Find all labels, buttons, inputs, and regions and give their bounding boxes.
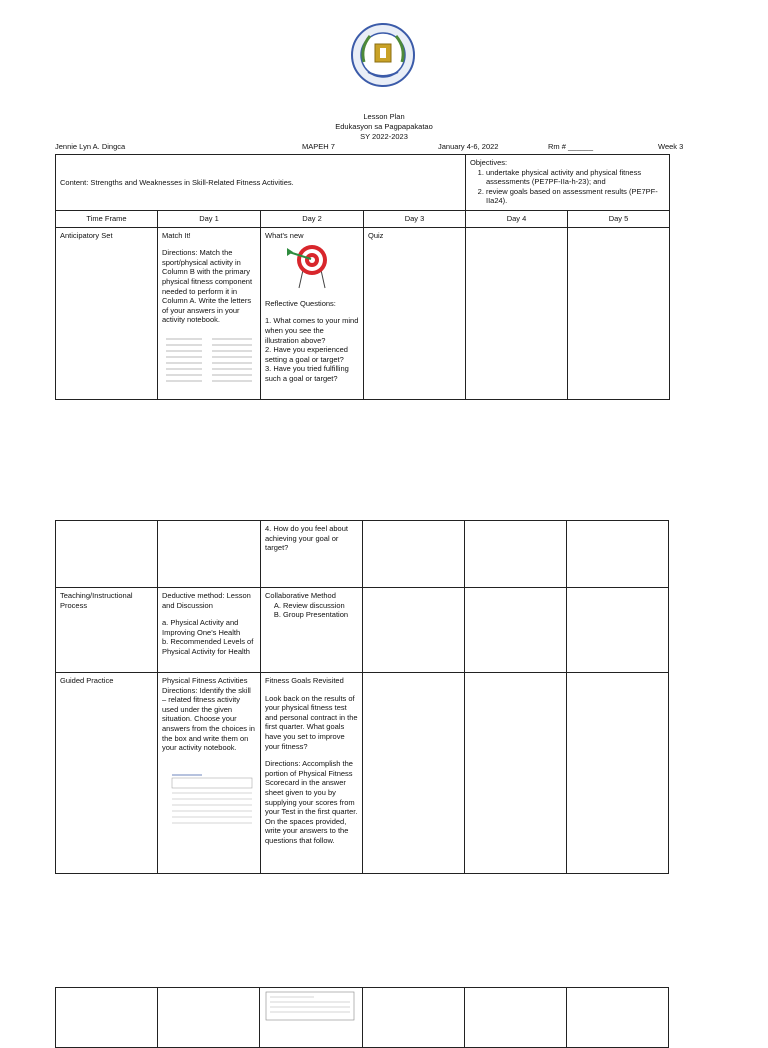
page3-day2 xyxy=(260,988,363,1048)
col-header-day1: Day 1 xyxy=(158,211,261,228)
content-text: Content: Strengths and Weaknesses in Skill-Related Fitness Activities. xyxy=(60,177,294,187)
teaching-day1 xyxy=(158,588,261,673)
objectives-list xyxy=(470,168,665,206)
lesson-plan-table-1 xyxy=(55,154,670,400)
continued-day4 xyxy=(465,521,567,588)
guided-day3 xyxy=(363,673,465,874)
guided-day2 xyxy=(261,673,363,874)
reflective-label: Reflective Questions: xyxy=(265,298,336,308)
school-year: SY 2022-2023 xyxy=(360,132,408,141)
continued-day1 xyxy=(158,521,261,588)
page3-label xyxy=(56,988,158,1048)
page3-day3 xyxy=(363,988,465,1048)
teacher-name: Jennie Lyn A. Dingca xyxy=(55,142,126,151)
collab-method-title: Collaborative Method xyxy=(265,591,336,600)
target-icon xyxy=(265,240,359,290)
anticipatory-day4 xyxy=(466,227,568,399)
objectives-cell xyxy=(466,155,670,211)
guided-day1 xyxy=(158,673,261,874)
teaching-day5 xyxy=(567,588,669,673)
teaching-day3 xyxy=(363,588,465,673)
teaching-topic-b: b. Recommended Levels of Physical Activity for Health xyxy=(162,637,254,656)
continued-day5 xyxy=(567,521,669,588)
reflective-questions: 1. What comes to your mind when you see the illustration above? 2. Have you experienced setting a goal or target? 3. Have you tried fulfilling such a goal or target? xyxy=(265,316,359,383)
lesson-plan-table-3 xyxy=(55,987,669,1048)
goals-revisited-p1: Look back on the results of your physical fitness test and personal contract in the first quarter. What goals have you set to improve your fitness? xyxy=(265,693,358,751)
page3-day5 xyxy=(567,988,669,1048)
teaching-topic-a: a. Physical Activity and Improving One's Health xyxy=(162,618,241,637)
goals-revisited-title: Fitness Goals Revisited xyxy=(265,676,344,685)
match-directions: Directions: Match the sport/physical activity in Column B with the primary physical fitness component needed to perform it in Column A. Write the letters of your answers in your activity notebook. xyxy=(162,248,253,325)
matching-worksheet-image xyxy=(162,331,256,389)
col-header-day5: Day 5 xyxy=(568,211,670,228)
lesson-date: January 4-6, 2022 xyxy=(438,142,499,151)
subject-name: Edukasyon sa Pagpapakatao xyxy=(335,122,433,131)
continued-day2: 4. How do you feel about achieving your goal or target? xyxy=(261,521,363,588)
content-cell xyxy=(56,155,466,211)
school-logo xyxy=(350,22,416,88)
collab-item: A. Review discussion xyxy=(283,601,358,611)
goals-revisited-p2: Directions: Accomplish the portion of Physical Fitness Scorecard in the answer sheet given to you by supplying your scores from your Test in the first quarter. On the spaces provided, write your answers to the questions that follow. xyxy=(265,759,358,845)
lesson-plan-table-2 xyxy=(55,520,669,874)
continued-label xyxy=(56,521,158,588)
objective-item: 2. review goals based on assessment results (PE7PF-IIa24). xyxy=(486,187,665,206)
match-title: Match It! xyxy=(162,230,191,240)
teaching-day4 xyxy=(465,588,567,673)
anticipatory-day1 xyxy=(158,227,261,399)
fitness-worksheet-image xyxy=(162,773,256,829)
subject-code: MAPEH 7 xyxy=(302,142,335,151)
anticipatory-day2 xyxy=(261,227,364,399)
col-header-day3: Day 3 xyxy=(364,211,466,228)
page3-day4 xyxy=(465,988,567,1048)
collab-item: B. Group Presentation xyxy=(283,610,358,620)
col-header-day4: Day 4 xyxy=(466,211,568,228)
guided-day4 xyxy=(465,673,567,874)
guided-day5 xyxy=(567,673,669,874)
anticipatory-day3: Quiz xyxy=(364,227,466,399)
guided-directions: Directions: Identify the skill – related fitness activity used under the given situation. Choose your answers from the choices in the box and write them on your activity notebook. xyxy=(162,685,255,753)
row-label-guided: Guided Practice xyxy=(56,673,158,874)
guided-activity-title: Physical Fitness Activities xyxy=(162,676,248,685)
room-number: Rm # ______ xyxy=(548,142,594,151)
doc-title: Lesson Plan xyxy=(363,112,405,121)
page3-day1 xyxy=(158,988,260,1048)
teaching-method-title: Deductive method: Lesson and Discussion xyxy=(162,591,251,610)
row-label-anticipatory: Anticipatory Set xyxy=(56,227,158,399)
teaching-day2 xyxy=(261,588,363,673)
col-header-day2: Day 2 xyxy=(261,211,364,228)
scorecard-image xyxy=(264,991,358,1021)
col-header-time-frame: Time Frame xyxy=(56,211,158,228)
week-number: Week 3 xyxy=(658,142,684,151)
objective-item: 1. undertake physical activity and physical fitness assessments (PE7PF-IIa-h-23); and xyxy=(486,168,665,187)
collab-list xyxy=(265,601,358,620)
row-label-teaching: Teaching/Instructional Process xyxy=(56,588,158,673)
continued-day3 xyxy=(363,521,465,588)
whats-new-title: What's new xyxy=(265,230,304,240)
objectives-label: Objectives: xyxy=(470,158,508,167)
anticipatory-day5 xyxy=(568,227,670,399)
